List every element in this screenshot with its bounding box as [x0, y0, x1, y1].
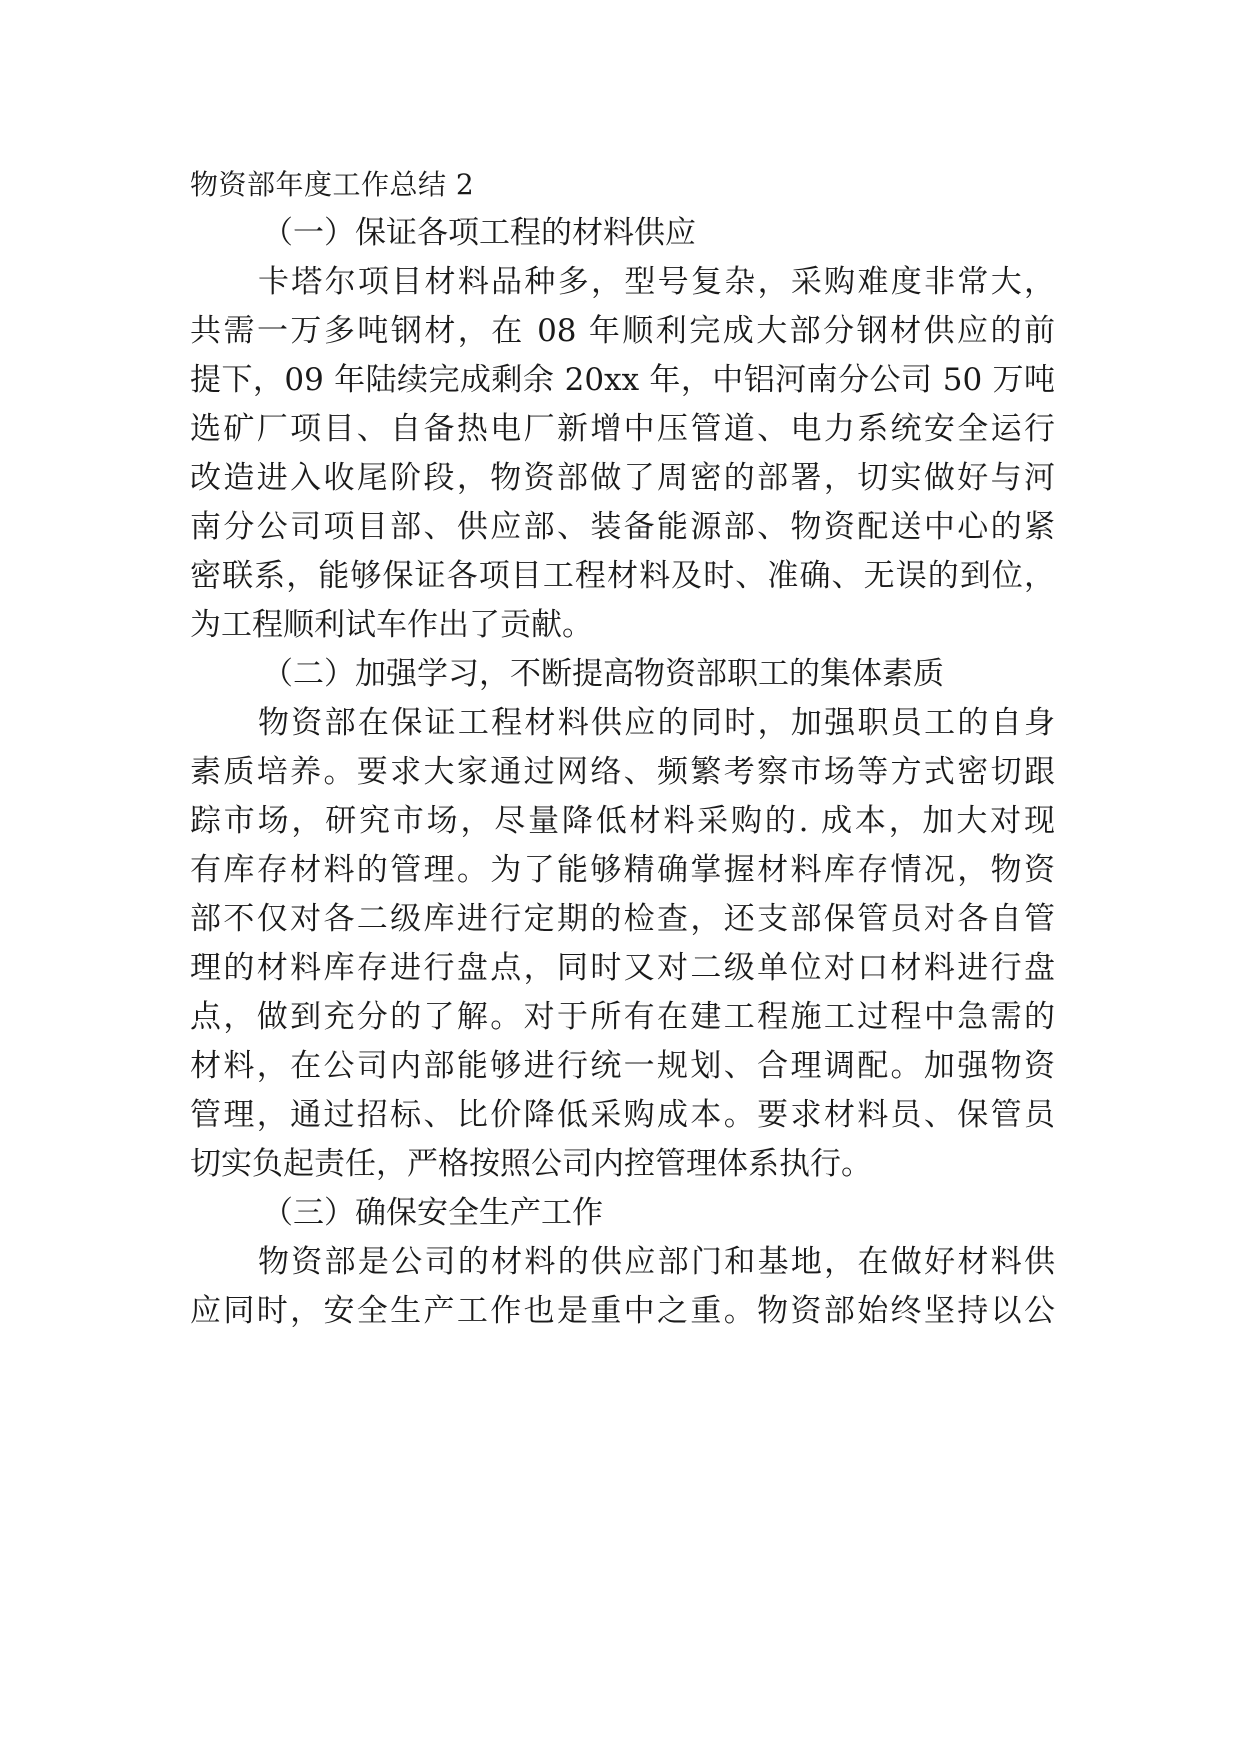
paragraph-line: 点，做到充分的了解。对于所有在建工程施工过程中急需的 — [190, 999, 1055, 1035]
paragraph-line: 改造进入收尾阶段，物资部做了周密的部署，切实做好与河 — [190, 460, 1055, 496]
document-body — [190, 160, 1055, 1336]
paragraph-line: 南分公司项目部、供应部、装备能源部、物资配送中心的紧 — [190, 509, 1055, 545]
paragraph-line: 部不仅对各二级库进行定期的检查，还支部保管员对各自管 — [190, 901, 1055, 937]
paragraph-line: 理的材料库存进行盘点，同时又对二级单位对口材料进行盘 — [190, 950, 1055, 986]
paragraph-line: 为工程顺利试车作出了贡献。 — [190, 607, 593, 643]
paragraph-line: 密联系，能够保证各项目工程材料及时、准确、无误的到位， — [190, 558, 1055, 594]
paragraph-line: 材料，在公司内部能够进行统一规划、合理调配。加强物资 — [190, 1048, 1055, 1084]
paragraph-line: 共需一万多吨钢材，在 08 年顺利完成大部分钢材供应的前 — [190, 313, 1055, 349]
paragraph-line: 卡塔尔项目材料品种多，型号复杂，采购难度非常大， — [258, 264, 1055, 300]
paragraph-line: 选矿厂项目、自备热电厂新增中压管道、电力系统安全运行 — [190, 411, 1055, 447]
document-title: 物资部年度工作总结 2 — [190, 168, 475, 201]
paragraph-line: 有库存材料的管理。为了能够精确掌握材料库存情况，物资 — [190, 852, 1055, 888]
paragraph-line: 素质培养。要求大家通过网络、频繁考察市场等方式密切跟 — [190, 754, 1055, 790]
paragraph-line: 踪市场，研究市场，尽量降低材料采购的. 成本，加大对现 — [190, 803, 1055, 839]
paragraph-line: 切实负起责任，严格按照公司内控管理体系执行。 — [190, 1146, 872, 1182]
section-heading: （一）保证各项工程的材料供应 — [262, 215, 696, 251]
section-heading: （二）加强学习，不断提高物资部职工的集体素质 — [262, 656, 944, 692]
paragraph-line: 管理，通过招标、比价降低采购成本。要求材料员、保管员 — [190, 1097, 1055, 1133]
paragraph-line: 物资部在保证工程材料供应的同时，加强职员工的自身 — [258, 705, 1055, 741]
paragraph-line: 提下，09 年陆续完成剩余 20xx 年，中铝河南分公司 50 万吨 — [190, 362, 1055, 398]
section-heading: （三）确保安全生产工作 — [262, 1195, 603, 1231]
paragraph-line: 应同时，安全生产工作也是重中之重。物资部始终坚持以公 — [190, 1293, 1055, 1329]
paragraph-line: 物资部是公司的材料的供应部门和基地，在做好材料供 — [258, 1244, 1055, 1280]
